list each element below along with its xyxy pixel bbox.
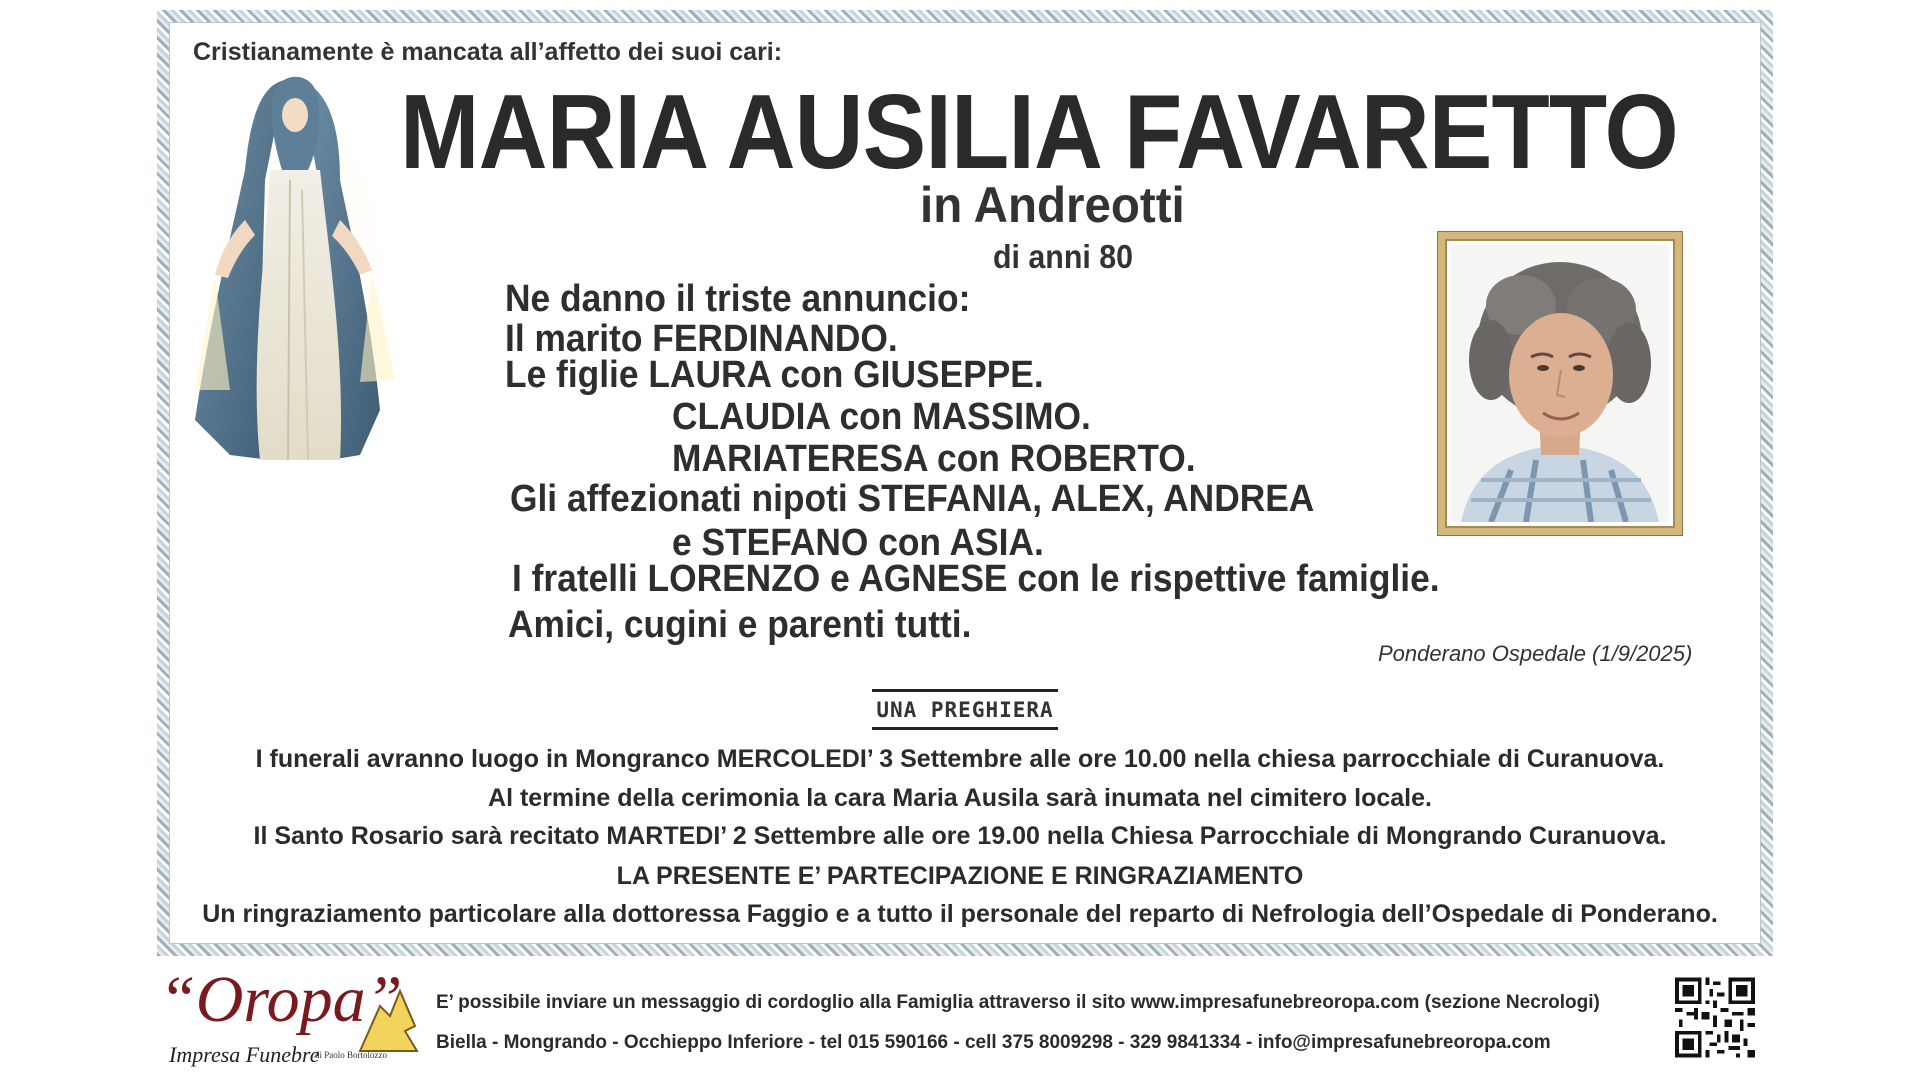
funeral-info-line: I funerali avranno luogo in Mongranco MERCOLEDI’ 3 Settembre alle ore 10.00 nella chiesa parrocchiale di Curanuova. xyxy=(255,745,1665,773)
mourner-line: CLAUDIA con MASSIMO. xyxy=(672,396,1091,438)
mourner-line: Amici, cugini e parenti tutti. xyxy=(508,604,972,646)
mourner-line: Gli affezionati nipoti STEFANIA, ALEX, ANDREA xyxy=(510,478,1315,520)
madonna-image xyxy=(190,60,400,470)
logo-name: “Oropa” xyxy=(159,963,403,1036)
funeral-home-logo xyxy=(155,963,420,1076)
mourner-line: Il marito FERDINANDO. xyxy=(505,318,898,360)
funeral-info-line: Il Santo Rosario sarà recitato MARTEDI’ 2 Settembre alle ore 19.00 nella Chiesa Parrocchiale di Mongrando Curanuova. xyxy=(253,822,1667,850)
place-date: Ponderano Ospedale (1/9/2025) xyxy=(1378,641,1693,666)
qr-code-icon[interactable] xyxy=(1675,975,1755,1060)
mourner-line: MARIATERESA con ROBERTO. xyxy=(672,438,1196,480)
thanks-line: Un ringraziamento particolare alla dottoressa Faggio e a tutto il personale del reparto di Nefrologia dell’Ospedale di Ponderano. xyxy=(202,900,1718,928)
logo-owner: di Paolo Bortolozzo xyxy=(315,1050,387,1060)
mourner-line: I fratelli LORENZO e AGNESE con le rispettive famiglie. xyxy=(512,558,1440,600)
mourners-heading: Ne danno il triste annuncio: xyxy=(505,278,971,320)
mourner-line: e STEFANO con ASIA. xyxy=(672,522,1044,564)
age-text: di anni 80 xyxy=(993,238,1134,275)
deceased-name: MARIA AUSILIA FAVARETTO xyxy=(400,73,1678,191)
footer-message-line: E’ possibile inviare un messaggio di cordoglio alla Famiglia attraverso il sito www.impresafunebreoropa.com (sezione Necrologi) xyxy=(436,992,1600,1013)
footer-contact-line: Biella - Mongrando - Occhieppo Inferiore - tel 015 590166 - cell 375 8009298 - 329 9841334 - info@impresafunebreoropa.com xyxy=(436,1032,1551,1053)
married-name: in Andreotti xyxy=(920,177,1185,233)
mourner-line: Le figlie LAURA con GIUSEPPE. xyxy=(505,354,1044,396)
intro-text: Cristianamente è mancata all’affetto dei suoi cari: xyxy=(193,38,783,66)
logo-subtitle: Impresa Funebre xyxy=(169,1042,320,1067)
funeral-info-line: Al termine della cerimonia la cara Maria Ausila sarà inumata nel cimitero locale. xyxy=(488,784,1432,812)
funeral-info-line: LA PRESENTE E’ PARTECIPAZIONE E RINGRAZIAMENTO xyxy=(616,862,1304,890)
portrait-photo xyxy=(1438,232,1682,535)
prayer-button[interactable] xyxy=(872,689,1058,730)
prayer-label: UNA PREGHIERA xyxy=(876,698,1054,722)
